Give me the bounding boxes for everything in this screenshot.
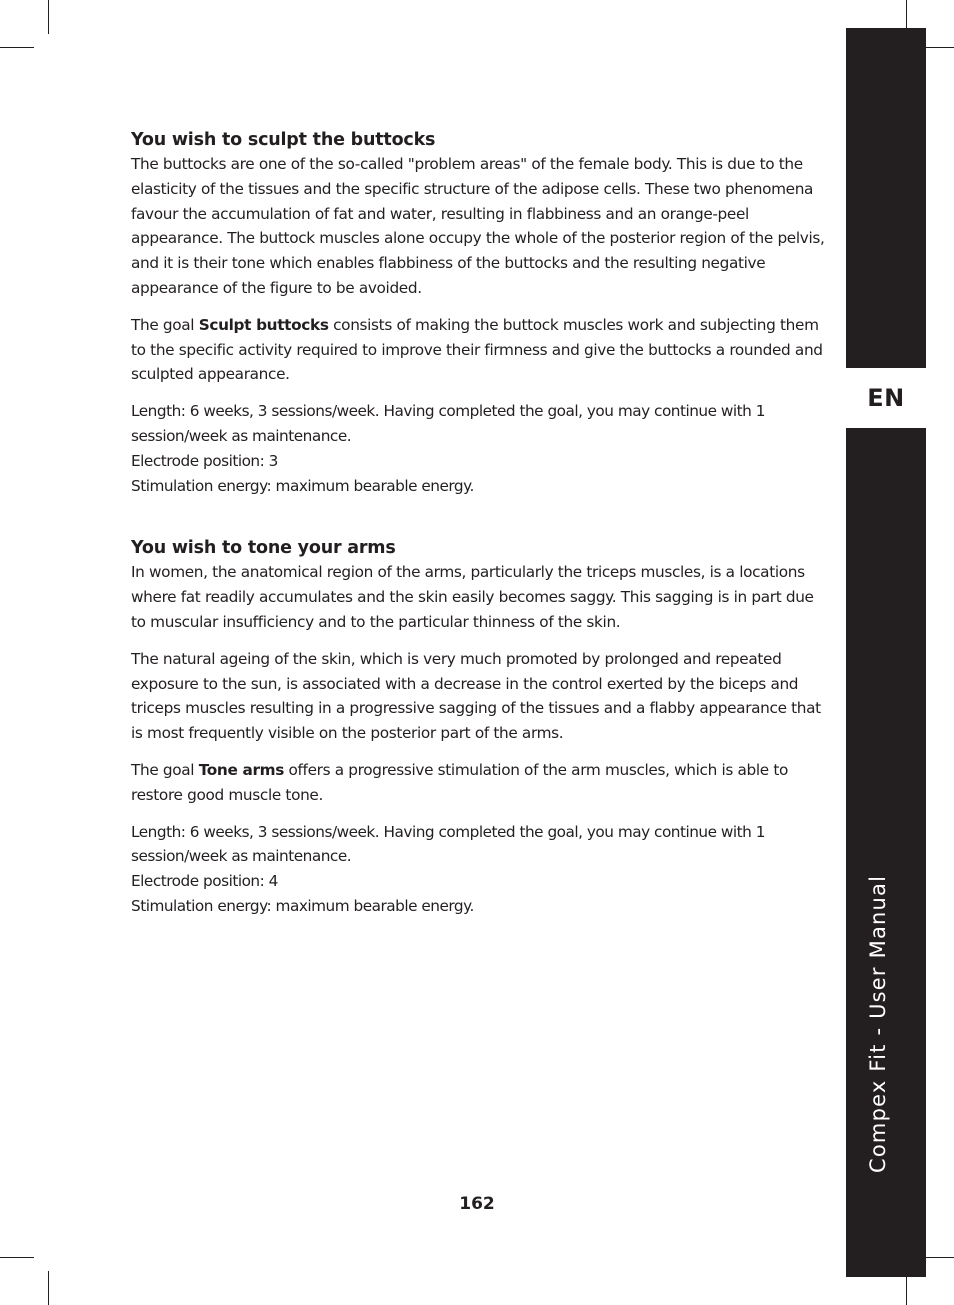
crop-mark-bottom-left-vertical xyxy=(48,1271,49,1305)
section-spacer xyxy=(131,510,826,536)
crop-mark-top-left-horizontal xyxy=(0,47,34,48)
paragraph: The natural ageing of the skin, which is very much promoted by prolonged and repeated exposure to the sun, is associated with a decrease in the control exerted by the biceps and triceps muscles resulting in a progressive sagging of the tissues and a flabby appearance that is most frequently visible on the posterior part of the arms. xyxy=(131,649,821,743)
paragraph: In women, the anatomical region of the arms, particularly the triceps muscles, is a locations where fat readily accumulates and the skin easily becomes saggy. This sagging is in part due to muscular insufficiency and to the particular thinness of the skin. xyxy=(131,563,814,631)
energy-text: Stimulation energy: maximum bearable energy. xyxy=(131,476,474,495)
crop-mark-bottom-left-horizontal xyxy=(0,1257,34,1258)
page-number: 162 xyxy=(459,1194,495,1214)
page-content xyxy=(131,128,826,931)
section-sculpt-buttocks xyxy=(131,128,826,498)
paragraph: The buttocks are one of the so-called "problem areas" of the female body. This is due to the elasticity of the tissues and the specific structure of the adipose cells. These two phenomena favour the accumulation of fat and water, resulting in flabbiness and an orange-peel appearance. The buttock muscles alone occupy the whole of the posterior region of the pelvis, and it is their tone which enables flabbiness of the buttocks and the resulting negative appearance of the figure to be avoided. xyxy=(131,155,825,297)
text: consists of making the buttock muscles work and subjecting them to the specific activity required to improve their firmness and give the buttocks a rounded and sculpted appearance. xyxy=(131,315,823,384)
manual-title: Compex Fit - User Manual xyxy=(866,874,890,1173)
electrode-text: Electrode position: 3 xyxy=(131,451,278,470)
length-text: Length: 6 weeks, 3 sessions/week. Having completed the goal, you may continue with 1 session/week as maintenance. xyxy=(131,402,765,445)
electrode-text: Electrode position: 4 xyxy=(131,872,278,891)
language-tab xyxy=(846,368,926,428)
length-text: Length: 6 weeks, 3 sessions/week. Having completed the goal, you may continue with 1 session/week as maintenance. xyxy=(131,822,765,866)
crop-mark-top-left-vertical xyxy=(48,0,49,34)
text: The goal xyxy=(131,760,199,779)
section-heading: You wish to sculpt the buttocks xyxy=(131,130,436,150)
text: The goal xyxy=(131,315,199,334)
goal-name: Sculpt buttocks xyxy=(198,315,329,334)
section-heading: You wish to tone your arms xyxy=(131,538,396,559)
paragraph-goal xyxy=(131,758,826,808)
paragraph-goal xyxy=(131,313,826,387)
energy-text: Stimulation energy: maximum bearable energy. xyxy=(131,896,474,915)
paragraph-details xyxy=(131,820,826,919)
section-tone-arms xyxy=(131,536,826,918)
paragraph-details xyxy=(131,399,826,498)
language-label: EN xyxy=(867,384,905,412)
goal-name: Tone arms xyxy=(198,760,284,779)
text: offers a progressive stimulation of the arm muscles, which is able to restore good muscle tone. xyxy=(131,760,788,804)
side-band-top xyxy=(846,28,926,368)
